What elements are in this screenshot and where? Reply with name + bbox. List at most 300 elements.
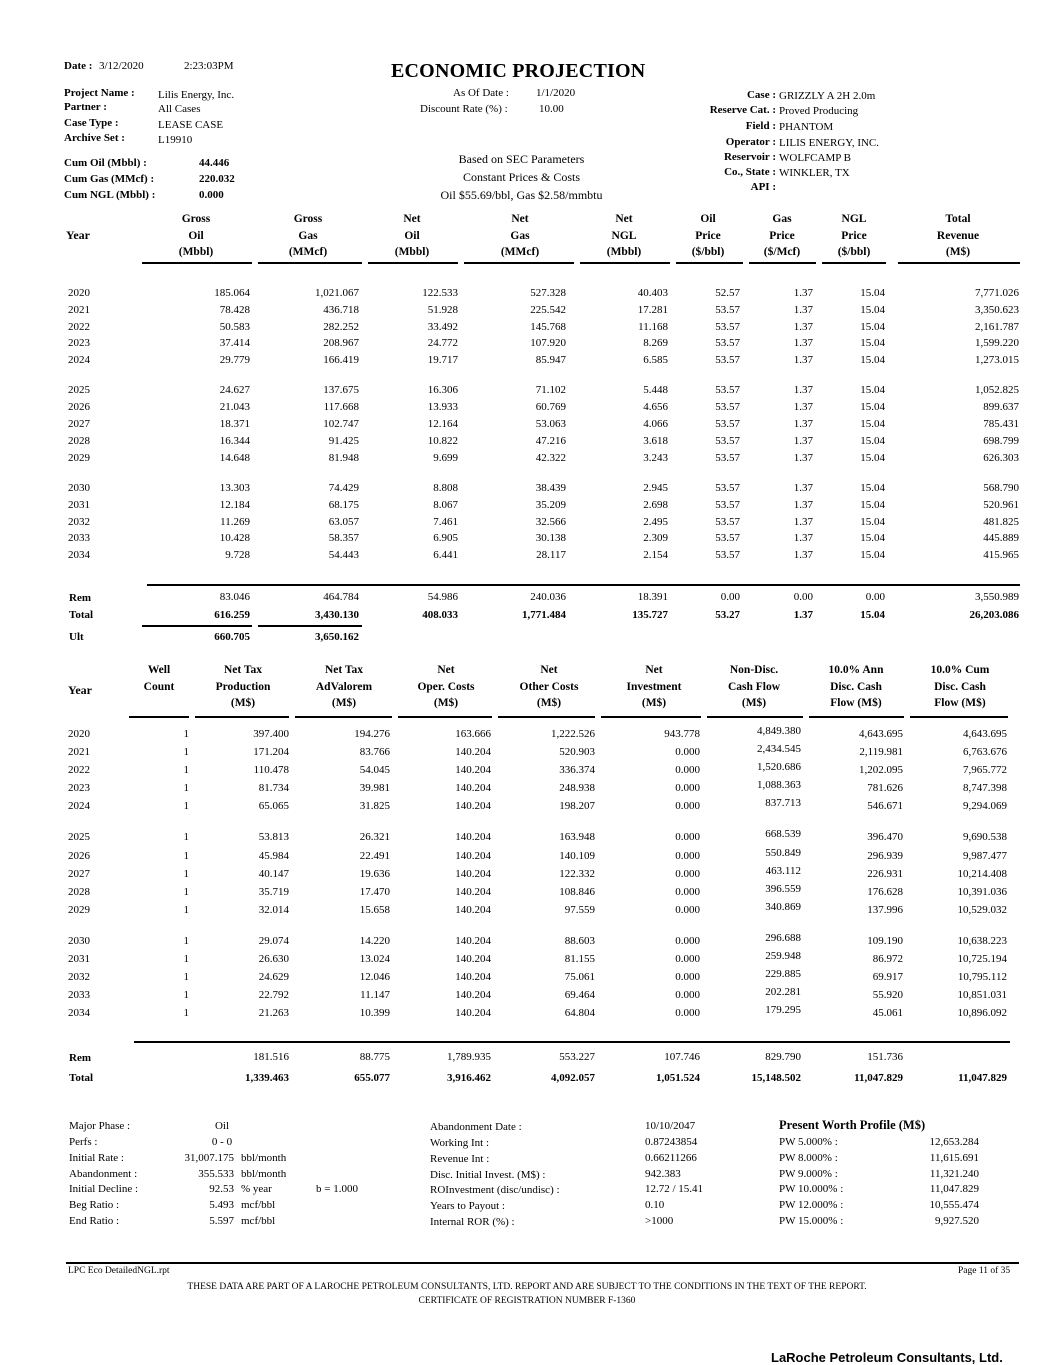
total-cell: 135.727 [632, 609, 668, 621]
basis-line-2: Constant Prices & Costs [462, 170, 580, 184]
remaining-cell: 18.391 [637, 591, 668, 603]
column-header: Non-Disc. [729, 664, 779, 676]
discount-rate-label: Discount Rate (%) : [420, 103, 508, 115]
table-cell: 65.065 [258, 800, 289, 812]
table-cell: 13.024 [359, 953, 390, 965]
table-cell: 1,021.067 [315, 287, 359, 299]
table-cell: 53.57 [715, 418, 740, 430]
table-cell: 6.441 [433, 549, 458, 561]
table-cell: 75.061 [564, 971, 595, 983]
table-cell: 248.938 [559, 782, 595, 794]
table-cell: 668.539 [765, 828, 801, 840]
total-cell: 1,339.463 [245, 1072, 289, 1084]
table-cell: 1 [183, 831, 189, 843]
case-field-value: PHANTOM [779, 121, 834, 133]
table-cell: 109.190 [867, 935, 903, 947]
column-header: Oil [404, 229, 420, 242]
table-cell: 1 [183, 886, 189, 898]
summary-value: 0.66211266 [645, 1152, 697, 1164]
column-header: 10.0% Cum [930, 664, 990, 676]
table-cell: 1.37 [793, 337, 813, 349]
table-cell: 63.057 [328, 516, 359, 528]
table-cell: 1.37 [793, 435, 813, 447]
table-cell: 899.637 [983, 401, 1019, 413]
table-cell: 282.252 [323, 321, 359, 333]
pw-value: 10,555.474 [929, 1199, 979, 1211]
column-header-underline [368, 262, 458, 264]
pw-rate-label: PW 9.000% : [779, 1168, 838, 1180]
table-row-year: 2024 [68, 800, 90, 812]
table-row-year: 2031 [68, 499, 90, 511]
date-label: Date : [64, 60, 93, 72]
table-row-year: 2026 [68, 850, 90, 862]
table-cell: 1 [183, 850, 189, 862]
table-cell: 140.204 [455, 971, 491, 983]
column-header: Oil [188, 229, 204, 242]
table-cell: 14.220 [359, 935, 390, 947]
cum-label: Cum Oil (Mbbl) : [64, 157, 147, 169]
table-cell: 1.37 [793, 401, 813, 413]
pw-value: 12,653.284 [929, 1136, 979, 1148]
summary-unit: bbl/month [241, 1168, 287, 1180]
table-cell: 15.04 [860, 401, 885, 413]
summary-label: Disc. Initial Invest. (M$) : [430, 1169, 546, 1181]
remaining-cell: 151.736 [867, 1051, 903, 1063]
table-row-year: 2028 [68, 886, 90, 898]
table-row-year: 2020 [68, 728, 90, 740]
table-cell: 1.37 [793, 549, 813, 561]
column-header: Net [540, 664, 558, 676]
table-cell: 0.000 [675, 868, 700, 880]
table-cell: 1,520.686 [757, 761, 801, 773]
column-header-underline [464, 262, 574, 264]
ultimate-gas: 3,650.162 [315, 631, 359, 643]
table-cell: 11.147 [360, 989, 390, 1001]
summary-rule [134, 1041, 1010, 1043]
table-cell: 520.961 [983, 499, 1019, 511]
table-cell: 64.804 [564, 1007, 595, 1019]
summary-unit: bbl/month [241, 1152, 287, 1164]
table-cell: 12.164 [427, 418, 458, 430]
table-cell: 140.204 [455, 746, 491, 758]
table-cell: 15.04 [860, 354, 885, 366]
summary-label: Working Int : [430, 1137, 489, 1149]
remaining-cell: 829.790 [765, 1051, 801, 1063]
table-cell: 10,391.036 [957, 886, 1007, 898]
column-header: 10.0% Ann [828, 664, 884, 676]
table-cell: 81.734 [258, 782, 289, 794]
table-cell: 2.309 [643, 532, 668, 544]
table-cell: 58.357 [328, 532, 359, 544]
table-cell: 16.306 [427, 384, 458, 396]
table-cell: 97.559 [564, 904, 595, 916]
column-header: Net [615, 213, 633, 225]
total-cell: 11,047.829 [958, 1072, 1007, 1084]
table-row-year: 2027 [68, 418, 90, 430]
table-row-year: 2032 [68, 971, 90, 983]
table-cell: 32.566 [535, 516, 566, 528]
table-cell: 0.000 [675, 782, 700, 794]
table-row-year: 2026 [68, 401, 90, 413]
table-cell: 21.263 [258, 1007, 289, 1019]
column-header-underline [498, 716, 595, 718]
table-cell: 86.972 [872, 953, 903, 965]
table-cell: 0.000 [675, 764, 700, 776]
table-cell: 1.37 [793, 499, 813, 511]
remaining-cell: 83.046 [219, 591, 250, 603]
table-cell: 1 [183, 953, 189, 965]
table-cell: 163.666 [455, 728, 491, 740]
table-cell: 943.778 [664, 728, 700, 740]
summary-value: >1000 [645, 1215, 674, 1227]
remaining-cell: 0.00 [865, 591, 885, 603]
table-cell: 19.717 [427, 354, 458, 366]
table-row-year: 2028 [68, 435, 90, 447]
table-cell: 8.067 [433, 499, 458, 511]
table-cell: 140.204 [455, 800, 491, 812]
table-cell: 1.37 [793, 418, 813, 430]
total-cell: 11,047.829 [854, 1072, 903, 1084]
table-cell: 22.491 [359, 850, 390, 862]
column-header: Cash Flow [727, 680, 781, 693]
summary-unit: mcf/bbl [241, 1199, 276, 1211]
table-cell: 102.747 [323, 418, 359, 430]
disclaimer: THESE DATA ARE PART OF A LAROCHE PETROLEUM CONSULTANTS, LTD. REPORT AND ARE SUBJECT TO THE CONDITIONS IN THE TEXT OF THE REPORT. [187, 1282, 867, 1292]
summary-label: ROInvestment (disc/undisc) : [430, 1184, 560, 1196]
table-cell: 445.889 [983, 532, 1019, 544]
table-cell: 47.216 [535, 435, 566, 447]
discount-rate: 10.00 [539, 103, 564, 115]
case-field-label: Field : [745, 120, 776, 132]
column-header: (M$) [331, 697, 357, 709]
summary-label: Years to Payout : [430, 1200, 505, 1212]
case-field-value: Proved Producing [779, 105, 859, 117]
table-cell: 26.630 [258, 953, 289, 965]
table-cell: 117.668 [323, 401, 359, 413]
column-header: (MMcf) [500, 246, 540, 258]
table-cell: 546.671 [867, 800, 903, 812]
table-cell: 12.046 [359, 971, 390, 983]
table-cell: 336.374 [559, 764, 595, 776]
table-cell: 626.303 [983, 452, 1019, 464]
table-cell: 53.57 [715, 354, 740, 366]
table-cell: 1 [183, 782, 189, 794]
summary-label: Initial Decline : [69, 1183, 139, 1195]
table-cell: 10,214.408 [957, 868, 1007, 880]
table-cell: 38.439 [535, 482, 566, 494]
table-cell: 10,851.031 [957, 989, 1007, 1001]
table-cell: 85.947 [535, 354, 566, 366]
summary-value: 355.533 [198, 1168, 234, 1180]
table-cell: 550.849 [765, 847, 801, 859]
table-cell: 4,643.695 [963, 728, 1007, 740]
table-cell: 53.57 [715, 532, 740, 544]
table-cell: 11.168 [638, 321, 668, 333]
table-cell: 9,987.477 [963, 850, 1007, 862]
column-header: Oil [700, 213, 716, 225]
remaining-cell: 181.516 [253, 1051, 289, 1063]
table-cell: 110.478 [253, 764, 289, 776]
table-cell: 0.000 [675, 953, 700, 965]
column-header-underline [129, 716, 189, 718]
project-field-label: Project Name : [64, 87, 135, 99]
column-header-underline [822, 262, 886, 264]
case-field-value: WINKLER, TX [779, 167, 850, 179]
column-header: Gross [181, 213, 211, 225]
report-file: LPC Eco DetailedNGL.rpt [68, 1266, 170, 1276]
column-header: (Mbbl) [178, 246, 214, 258]
table-cell: 1 [183, 989, 189, 1001]
table-cell: 24.627 [219, 384, 250, 396]
project-field-label: Partner : [64, 101, 107, 113]
table-cell: 176.628 [867, 886, 903, 898]
table-cell: 51.928 [427, 304, 458, 316]
table-cell: 81.948 [328, 452, 359, 464]
table-cell: 88.603 [564, 935, 595, 947]
column-header: Oper. Costs [417, 680, 475, 693]
column-header: Net [645, 664, 663, 676]
table-cell: 2.698 [643, 499, 668, 511]
table-row-year: 2033 [68, 989, 90, 1001]
table-cell: 226.931 [867, 868, 903, 880]
column-header: Disc. Cash [934, 680, 986, 693]
table-cell: 35.209 [535, 499, 566, 511]
column-header: Flow (M$) [830, 697, 882, 709]
table-cell: 68.175 [328, 499, 359, 511]
table-cell: 3.243 [643, 452, 668, 464]
column-header: Net Tax [223, 664, 263, 676]
table-row-year: 2023 [68, 337, 90, 349]
table-cell: 15.04 [860, 532, 885, 544]
table-cell: 15.04 [860, 549, 885, 561]
table-cell: 296.688 [765, 932, 801, 944]
table-cell: 1,273.015 [975, 354, 1019, 366]
table-cell: 52.57 [715, 287, 740, 299]
table-cell: 10,795.112 [957, 971, 1007, 983]
table-cell: 28.117 [536, 549, 566, 561]
summary-unit: mcf/bbl [241, 1215, 276, 1227]
table-row-year: 2021 [68, 746, 90, 758]
summary-value: 31,007.175 [184, 1152, 234, 1164]
pw-rate-label: PW 15.000% : [779, 1215, 844, 1227]
table-cell: 785.431 [983, 418, 1019, 430]
summary-label: Abandonment Date : [430, 1121, 522, 1133]
summary-value: 5.493 [209, 1199, 234, 1211]
table-row-year: 2023 [68, 782, 90, 794]
total-label: Total [69, 1072, 94, 1084]
table-cell: 140.204 [455, 850, 491, 862]
table-cell: 1.37 [793, 516, 813, 528]
column-header: (Mbbl) [606, 246, 642, 258]
column-header-underline [398, 716, 492, 718]
summary-value: 10/10/2047 [645, 1120, 696, 1132]
remaining-cell: 0.00 [793, 591, 813, 603]
column-header: NGL [611, 229, 637, 242]
table-cell: 4.066 [643, 418, 668, 430]
remaining-cell: 0.00 [720, 591, 740, 603]
table-cell: 53.57 [715, 435, 740, 447]
pw-value: 9,927.520 [935, 1215, 979, 1227]
project-field-value: All Cases [158, 103, 201, 115]
table-cell: 0.000 [675, 800, 700, 812]
pw-rate-label: PW 12.000% : [779, 1199, 844, 1211]
table-cell: 4,643.695 [859, 728, 903, 740]
column-header-underline [707, 716, 803, 718]
total-cell: 616.259 [214, 609, 250, 621]
table-cell: 13.933 [427, 401, 458, 413]
summary-value: 92.53 [209, 1183, 234, 1195]
table-cell: 35.719 [258, 886, 289, 898]
table-cell: 15.04 [860, 452, 885, 464]
table-cell: 1 [183, 868, 189, 880]
total-cell: 1,771.484 [522, 609, 566, 621]
column-header: NGL [841, 213, 867, 225]
column-header-underline [142, 262, 252, 264]
table-cell: 17.281 [637, 304, 668, 316]
ult-rule [258, 625, 362, 627]
table-cell: 6,763.676 [963, 746, 1007, 758]
table-row-year: 2021 [68, 304, 90, 316]
table-cell: 396.559 [765, 883, 801, 895]
table-cell: 837.713 [765, 797, 801, 809]
table-cell: 140.204 [455, 1007, 491, 1019]
table-row-year: 2024 [68, 354, 90, 366]
column-header: (M$) [641, 697, 667, 709]
column-header-underline [295, 716, 392, 718]
table-cell: 29.074 [258, 935, 289, 947]
table-row-year: 2032 [68, 516, 90, 528]
table-cell: 208.967 [323, 337, 359, 349]
table-cell: 436.718 [323, 304, 359, 316]
table-cell: 2.154 [643, 549, 668, 561]
remaining-cell: 107.746 [664, 1051, 700, 1063]
company-name: LaRoche Petroleum Consultants, Ltd. [771, 1350, 1003, 1365]
table-cell: 15.04 [860, 516, 885, 528]
table-cell: 15.04 [860, 321, 885, 333]
column-header: Count [143, 680, 175, 693]
table-cell: 6.905 [433, 532, 458, 544]
project-field-label: Case Type : [64, 117, 119, 129]
case-field-label: Case : [746, 89, 776, 101]
column-header: Investment [626, 680, 682, 693]
table-cell: 0.000 [675, 989, 700, 1001]
table-cell: 53.57 [715, 401, 740, 413]
column-header-underline [258, 262, 362, 264]
table-cell: 8.808 [433, 482, 458, 494]
table-row-year: 2030 [68, 935, 90, 947]
table-cell: 2.945 [643, 482, 668, 494]
table-cell: 37.414 [219, 337, 250, 349]
table-row-year: 2029 [68, 452, 90, 464]
table-cell: 15.04 [860, 418, 885, 430]
table-cell: 1.37 [793, 304, 813, 316]
table-cell: 6.585 [643, 354, 668, 366]
table-cell: 108.846 [559, 886, 595, 898]
table-cell: 55.920 [872, 989, 903, 1001]
table-cell: 396.470 [867, 831, 903, 843]
table-cell: 137.675 [323, 384, 359, 396]
table-cell: 24.772 [427, 337, 458, 349]
project-field-label: Archive Set : [64, 132, 125, 144]
case-field-value: WOLFCAMP B [779, 152, 852, 164]
table-cell: 3.618 [643, 435, 668, 447]
table-cell: 140.204 [455, 953, 491, 965]
column-header: Gas [510, 229, 530, 242]
table-cell: 11.269 [220, 516, 250, 528]
table-cell: 185.064 [214, 287, 250, 299]
summary-value: 942.383 [645, 1168, 681, 1180]
basis-line-3: Oil $55.69/bbl, Gas $2.58/mmbtu [440, 188, 603, 202]
table-cell: 53.57 [715, 482, 740, 494]
table-cell: 1,202.095 [859, 764, 903, 776]
table-cell: 1 [183, 971, 189, 983]
table-cell: 16.344 [219, 435, 250, 447]
table-cell: 1.37 [793, 532, 813, 544]
remaining-cell: 88.775 [359, 1051, 390, 1063]
table-cell: 1.37 [793, 354, 813, 366]
table-cell: 198.207 [559, 800, 595, 812]
table-cell: 0.000 [675, 1007, 700, 1019]
remaining-cell: 240.036 [530, 591, 566, 603]
table-cell: 1 [183, 800, 189, 812]
table-cell: 69.464 [564, 989, 595, 1001]
column-header: Other Costs [519, 680, 579, 693]
table-cell: 8,747.398 [963, 782, 1007, 794]
table-row-year: 2033 [68, 532, 90, 544]
table-cell: 1 [183, 935, 189, 947]
table-cell: 166.419 [323, 354, 359, 366]
table-cell: 7,965.772 [963, 764, 1007, 776]
pw-value: 11,321.240 [929, 1168, 979, 1180]
column-header: ($/bbl) [837, 246, 871, 258]
summary-value: Oil [214, 1120, 230, 1132]
cum-value: 220.032 [199, 173, 235, 185]
page-number: Page 11 of 35 [958, 1266, 1011, 1276]
table-cell: 1,222.526 [551, 728, 595, 740]
table-cell: 15.04 [860, 482, 885, 494]
table-cell: 15.04 [860, 499, 885, 511]
table-cell: 2,161.787 [975, 321, 1019, 333]
case-field-label: Operator : [725, 136, 776, 148]
summary-label: Revenue Int : [430, 1153, 490, 1165]
column-header-underline [749, 262, 816, 264]
total-cell: 15,148.502 [751, 1072, 801, 1084]
column-header: Net [437, 664, 455, 676]
table-cell: 140.204 [455, 764, 491, 776]
table-cell: 9,690.538 [963, 831, 1007, 843]
remaining-label: Rem [69, 592, 91, 604]
basis-line-1: Based on SEC Parameters [458, 152, 585, 166]
column-header: Production [215, 680, 271, 693]
table-cell: 296.939 [867, 850, 903, 862]
column-header: Price [769, 229, 795, 242]
table-cell: 53.57 [715, 499, 740, 511]
table-cell: 40.147 [258, 868, 289, 880]
summary-value: 12.72 / 15.41 [645, 1183, 704, 1195]
column-header: Gas [772, 213, 792, 225]
column-header-underline [898, 262, 1020, 264]
table-cell: 415.965 [983, 549, 1019, 561]
table-cell: 32.014 [258, 904, 289, 916]
summary-value: 0.87243854 [645, 1136, 698, 1148]
table-cell: 53.57 [715, 304, 740, 316]
page-title: ECONOMIC PROJECTION [391, 60, 646, 82]
table-row-year: 2034 [68, 549, 90, 561]
table-cell: 4.656 [643, 401, 668, 413]
table-cell: 53.57 [715, 452, 740, 464]
ultimate-label: Ult [69, 631, 84, 643]
column-header: Net [403, 213, 421, 225]
